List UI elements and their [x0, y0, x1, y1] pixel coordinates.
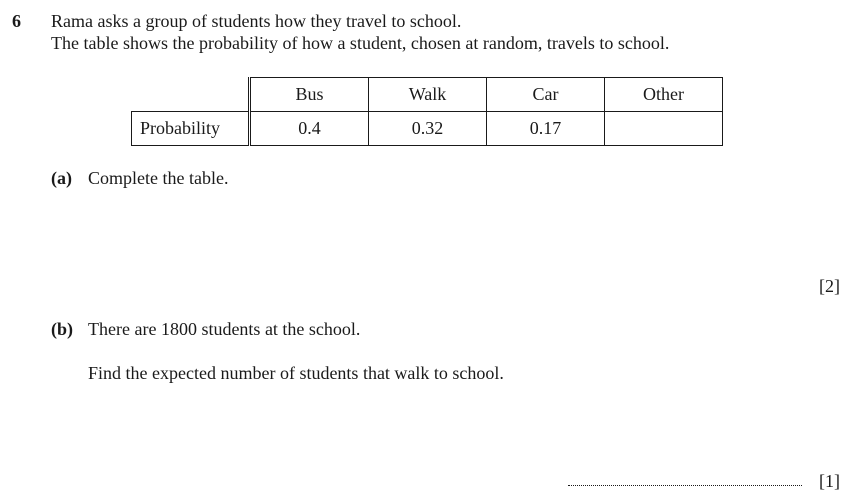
- part-b-text-1: There are 1800 students at the school.: [88, 319, 361, 339]
- table-row-probability: [132, 112, 723, 146]
- row-label-probability: Probability: [132, 112, 250, 146]
- part-a-marks: [2]: [819, 276, 840, 296]
- column-header-car: Car: [487, 78, 605, 112]
- question-intro-line-2: The table shows the probability of how a student, chosen at random, travels to school.: [51, 33, 670, 53]
- question-number: 6: [12, 11, 21, 31]
- cell-walk-probability: 0.32: [369, 112, 487, 146]
- column-header-other: Other: [605, 78, 723, 112]
- probability-table: [131, 77, 723, 146]
- part-b-marks: [1]: [819, 471, 840, 491]
- part-b-text-2: Find the expected number of students that walk to school.: [88, 363, 504, 383]
- table-header-row: [132, 78, 723, 112]
- part-a-label: (a): [51, 168, 72, 188]
- column-header-walk: Walk: [369, 78, 487, 112]
- column-header-bus: Bus: [250, 78, 369, 112]
- question-intro-line-1: Rama asks a group of students how they travel to school.: [51, 11, 462, 31]
- part-a-text: Complete the table.: [88, 168, 229, 188]
- cell-bus-probability: 0.4: [250, 112, 369, 146]
- cell-other-probability-answer[interactable]: [605, 112, 723, 146]
- table-corner-cell: [132, 78, 250, 112]
- part-b-answer-line[interactable]: [568, 485, 802, 486]
- cell-car-probability: 0.17: [487, 112, 605, 146]
- part-b-label: (b): [51, 319, 73, 339]
